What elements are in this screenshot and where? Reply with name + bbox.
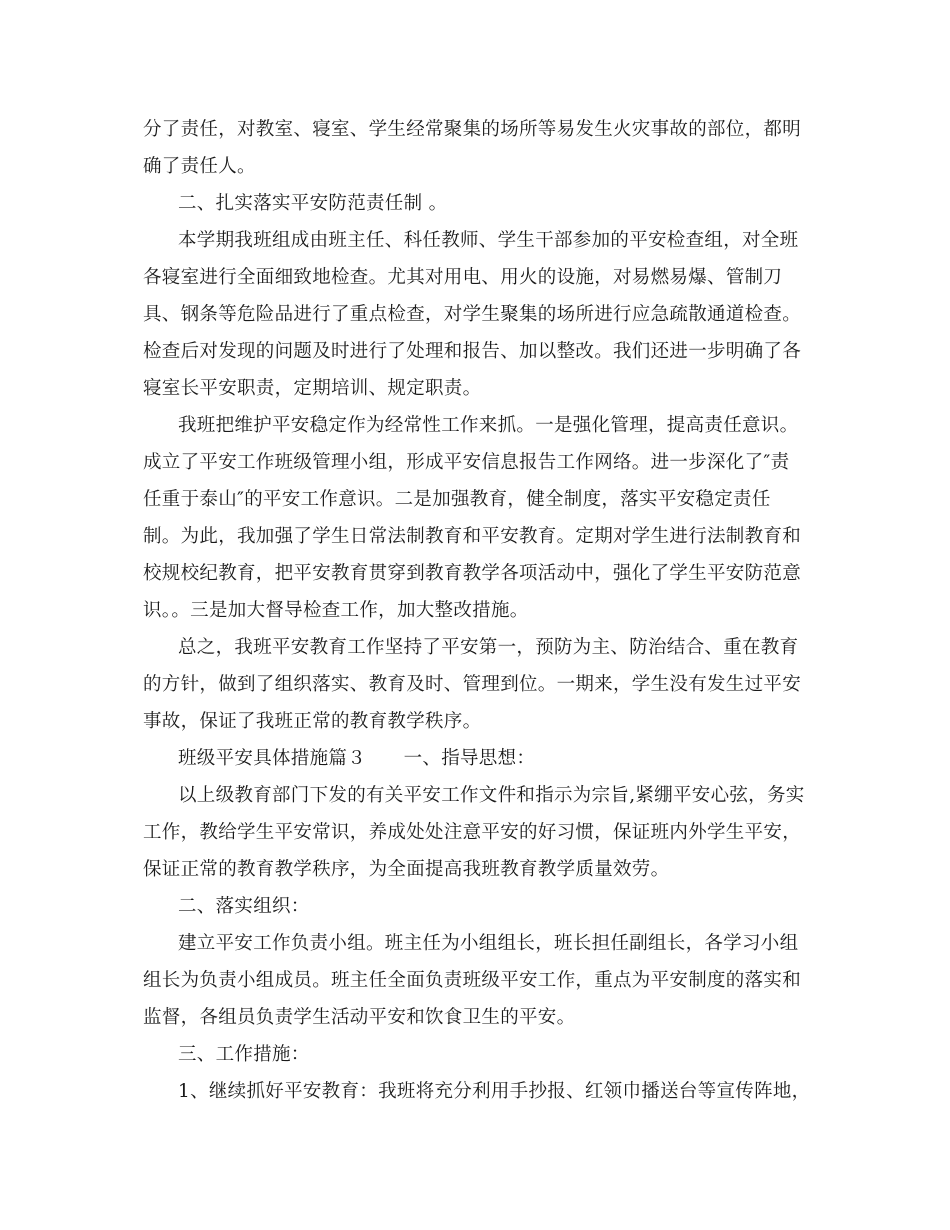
text-line: 识。。三是加大督导检查工作，加大整改措施。 xyxy=(143,600,529,621)
text-line: 成立了平安工作班级管理小组，形成平安信息报告工作网络。进一步深化了″责 xyxy=(143,452,790,473)
text-line: 以上级教育部门下发的有关平安工作文件和指示为宗旨,紧绷平安心弦，务实 xyxy=(178,785,805,806)
text-line: 制。为此，我加强了学生日常法制教育和平安教育。定期对学生进行法制教育和 xyxy=(143,526,802,547)
text-line: 检查后对发现的问题及时进行了处理和报告、加以整改。我们还进一步明确了各 xyxy=(143,341,802,362)
text-line: 组长为负责小组成员。班主任全面负责班级平安工作，重点为平安制度的落实和 xyxy=(143,970,802,991)
text-line: 总之，我班平安教育工作坚持了平安第一，预防为主、防治结合、重在教育 xyxy=(178,637,799,658)
text-line: 事故，保证了我班正常的教育教学秩序。 xyxy=(143,711,482,732)
text-line: 具、钢条等危险品进行了重点检查，对学生聚集的场所进行应急疏散通道检查。 xyxy=(143,304,802,325)
text-line: 工作，教给学生平安常识，养成处处注意平安的好习惯，保证班内外学生平安， xyxy=(143,822,802,843)
section-heading: 三、工作措施： xyxy=(178,1044,310,1065)
text-line: 确了责任人。 xyxy=(143,156,256,177)
text-line: 保证正常的教育教学秩序，为全面提高我班教育教学质量效劳。 xyxy=(143,859,670,880)
text-line: 分了责任，对教室、寝室、学生经常聚集的场所等易发生火灾事故的部位，都明 xyxy=(143,119,802,140)
text-line: 寝室长平安职责，定期培训、规定职责。 xyxy=(143,378,482,399)
section-heading: 班级平安具体措施篇３ 一、指导思想： xyxy=(178,748,536,769)
text-line: 监督，各组员负责学生活动平安和饮食卫生的平安。 xyxy=(143,1007,576,1028)
section-heading: 二、扎实落实平安防范责任制 。 xyxy=(178,193,448,214)
text-line: 的方针，做到了组织落实、教育及时、管理到位。一期来，学生没有发生过平安 xyxy=(143,674,802,695)
text-line: 本学期我班组成由班主任、科任教师、学生干部参加的平安检查组，对全班 xyxy=(178,230,799,251)
text-line: 各寝室进行全面细致地检查。尤其对用电、用火的设施，对易燃易爆、管制刀 xyxy=(143,267,783,288)
text-line: 校规校纪教育，把平安教育贯穿到教育教学各项活动中，强化了学生平安防范意 xyxy=(143,563,802,584)
text-line: 建立平安工作负责小组。班主任为小组组长，班长担任副组长，各学习小组 xyxy=(178,933,799,954)
text-line: 我班把维护平安稳定作为经常性工作来抓。一是强化管理，提高责任意识。 xyxy=(178,415,799,436)
text-line: 任重于泰山″的平安工作意识。二是加强教育，健全制度，落实平安稳定责任 xyxy=(143,489,771,510)
section-heading: 二、落实组织： xyxy=(178,896,310,917)
text-line: 1、继续抓好平安教育：我班将充分利用手抄报、红领巾播送台等宣传阵地， xyxy=(178,1081,811,1102)
